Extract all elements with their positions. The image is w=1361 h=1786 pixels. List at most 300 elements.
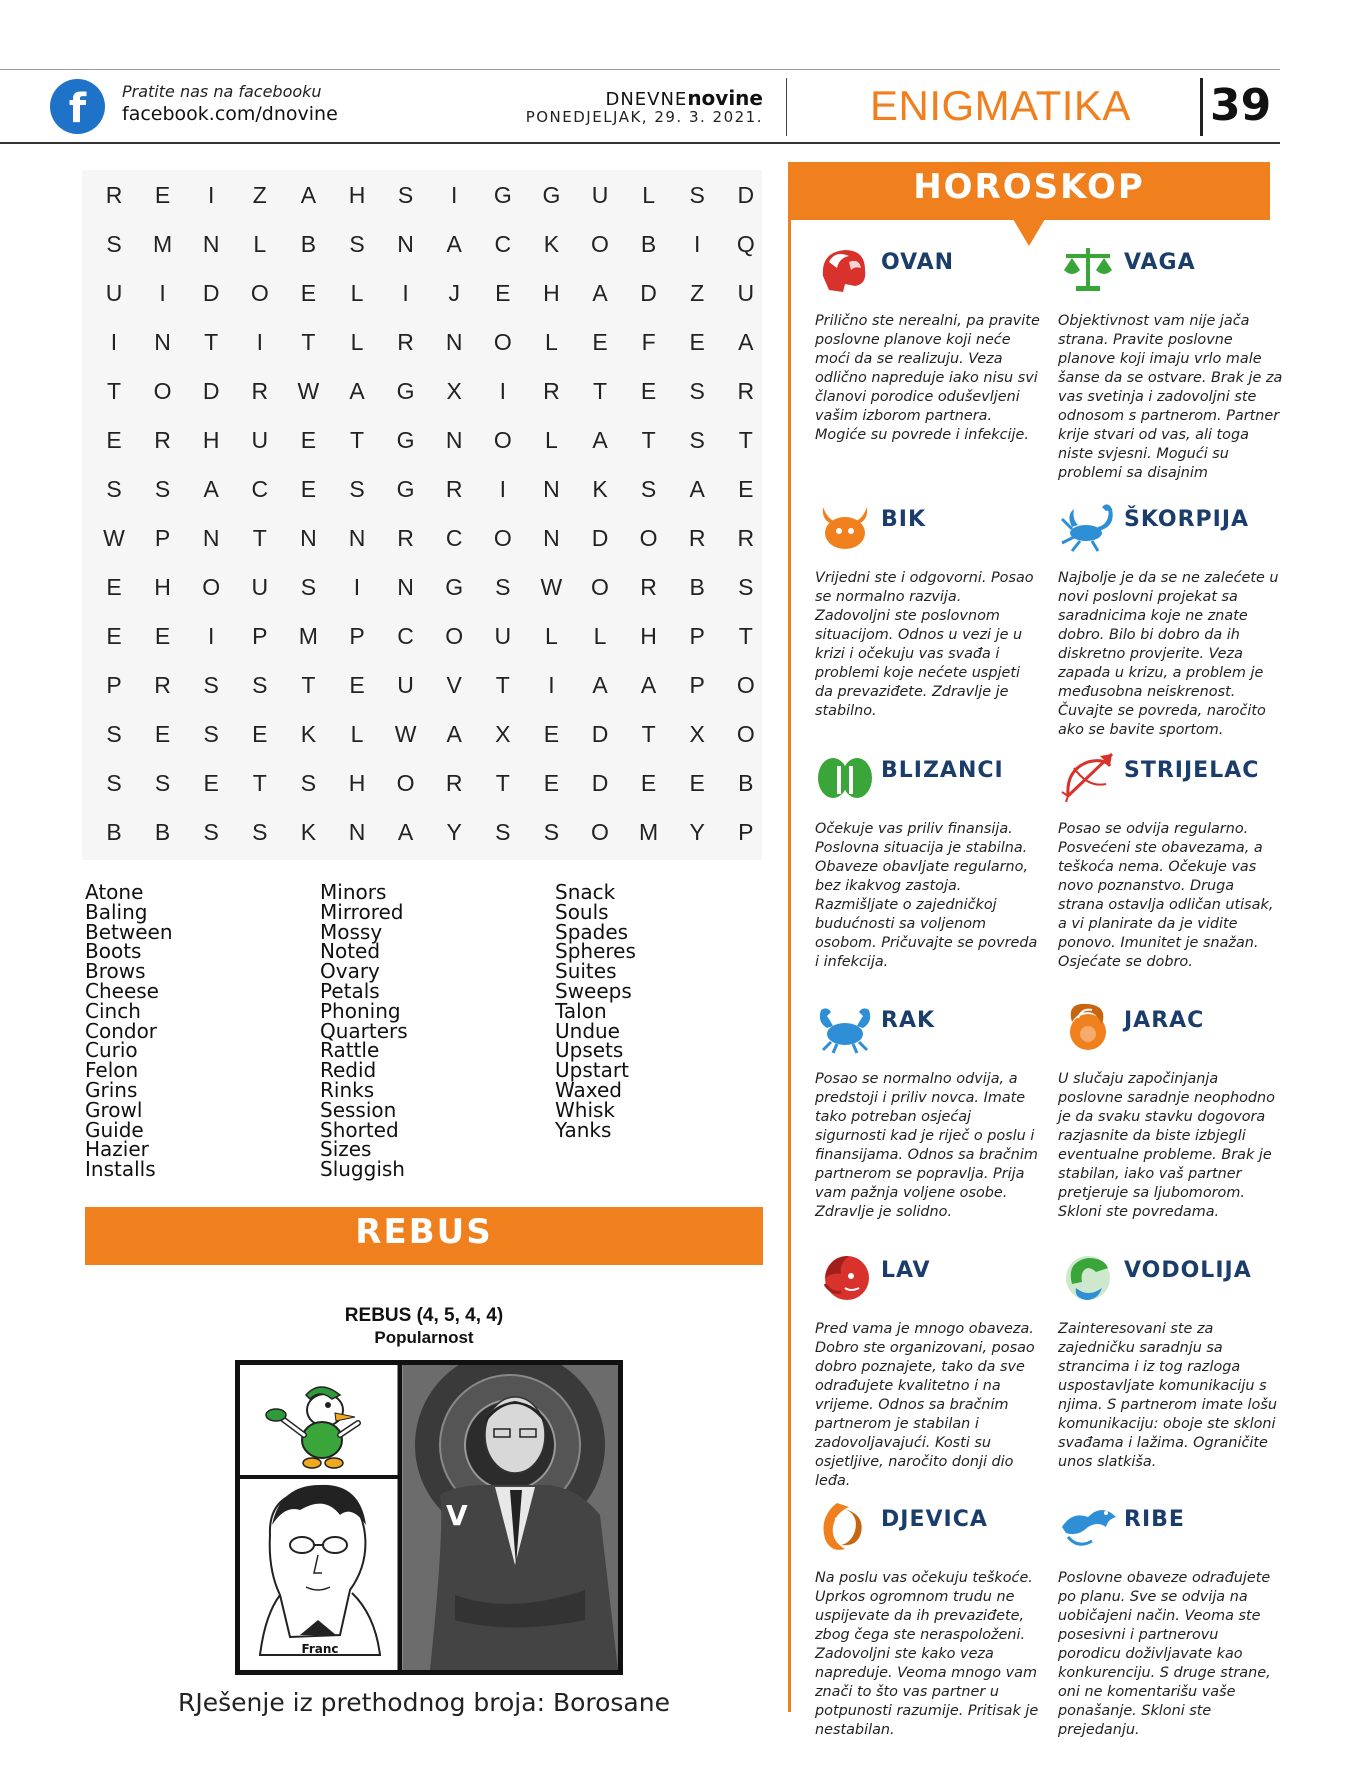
grid-letter[interactable]: R xyxy=(397,329,414,355)
word-list-item: Waxed xyxy=(555,1077,622,1102)
grid-letter[interactable]: T xyxy=(301,672,316,698)
sign-forecast: Najbolje je da se ne zalećete u novi poslovni projekat sa saradnicima koje ne znate dobro. Bilo bi dobro da ih diskretno provjerite. Veza zapada u krizu, a problem je međusobna neiskrenost. Čuvajte se povreda, naročito ako se bavite sportom. xyxy=(1058,570,1279,738)
grid-letter[interactable]: D xyxy=(202,378,220,404)
word-list-item: Souls xyxy=(555,899,609,924)
grid-letter[interactable]: V xyxy=(446,672,462,698)
grid-letter[interactable]: A xyxy=(640,672,657,698)
grid-letter[interactable]: Y xyxy=(689,819,705,845)
grid-letter[interactable]: D xyxy=(591,770,609,796)
grid-letter[interactable]: H xyxy=(154,574,171,600)
grid-letter[interactable]: T xyxy=(495,770,510,796)
grid-letter[interactable]: S xyxy=(154,476,171,502)
grid-letter[interactable]: R xyxy=(445,770,463,796)
grid-row xyxy=(82,660,762,708)
grid-letter[interactable]: I xyxy=(450,182,458,208)
word-list-item: Suites xyxy=(555,959,617,984)
grid-letter[interactable]: E xyxy=(106,574,122,600)
grid-letter[interactable]: T xyxy=(592,378,608,404)
word-list-column-1 xyxy=(85,880,173,1182)
grid-letter[interactable]: R xyxy=(445,476,463,502)
word-list-item: Grins xyxy=(85,1077,138,1102)
sign-name: LAV xyxy=(881,1258,931,1283)
sign-name: DJEVICA xyxy=(881,1507,988,1532)
grid-letter[interactable]: O xyxy=(445,623,464,649)
grid-letter[interactable]: N xyxy=(348,525,366,551)
grid-letter[interactable]: E xyxy=(106,427,122,453)
grid-letter[interactable]: S xyxy=(300,574,317,600)
grid-letter[interactable]: R xyxy=(543,378,560,404)
rebus-letter-v: V xyxy=(446,1499,468,1532)
grid-letter[interactable]: B xyxy=(738,770,754,796)
grid-row xyxy=(82,758,762,806)
grid-letter[interactable]: I xyxy=(159,280,166,306)
grid-letter[interactable]: Y xyxy=(446,819,462,845)
grid-letter[interactable]: E xyxy=(154,721,171,747)
grid-letter[interactable]: W xyxy=(394,721,417,747)
grid-letter[interactable]: C xyxy=(397,623,414,649)
grid-letter[interactable]: E xyxy=(154,623,171,649)
grid-letter[interactable]: O xyxy=(202,574,221,600)
grid-letter[interactable]: X xyxy=(446,378,462,404)
sign-forecast: Poslovne obaveze odrađujete po planu. Sve se odvija na uobičajeni način. Veoma ste posesivni i partnerovu porodicu doživljavate kao konkurenciju. S druge strane, oni ne komentarišu vaše ponašanje. Skloni ste prejedanju. xyxy=(1058,1570,1271,1738)
grid-letter[interactable]: T xyxy=(204,329,219,355)
word-list-item: Upstart xyxy=(555,1058,629,1083)
grid-letter[interactable]: O xyxy=(493,427,512,453)
rebus-illustration xyxy=(240,1365,618,1670)
word-list-item: Sizes xyxy=(320,1137,372,1162)
grid-letter[interactable]: N xyxy=(397,574,414,600)
grid-letter[interactable]: C xyxy=(251,476,269,502)
grid-letter[interactable]: E xyxy=(640,378,657,404)
grid-letter[interactable]: X xyxy=(495,721,511,747)
grid-letter[interactable]: N xyxy=(348,819,366,845)
grid-letter[interactable]: I xyxy=(402,280,409,306)
word-list-item: Brows xyxy=(85,959,146,984)
grid-letter[interactable]: R xyxy=(737,525,755,551)
grid-letter[interactable]: A xyxy=(446,721,462,747)
grid-letter[interactable]: B xyxy=(154,819,171,845)
previous-solution: RJešenje iz prethodnog broja: Borosane xyxy=(178,1688,670,1717)
grid-letter[interactable]: N xyxy=(445,427,463,453)
grid-letter[interactable]: H xyxy=(348,182,366,208)
grid-letter[interactable]: P xyxy=(252,623,268,649)
grid-letter[interactable]: E xyxy=(252,721,268,747)
grid-letter[interactable]: B xyxy=(689,574,705,600)
grid-letter[interactable]: L xyxy=(642,182,655,208)
grid-letter[interactable]: B xyxy=(106,819,122,845)
grid-letter[interactable]: A xyxy=(397,819,414,845)
grid-letter[interactable]: U xyxy=(105,280,123,306)
horoscope-title: HOROSKOP xyxy=(913,167,1145,207)
rebus-subtitle: Popularnost xyxy=(374,1328,474,1347)
word-list-item: Cinch xyxy=(85,998,141,1023)
wordsearch-grid xyxy=(82,170,762,860)
grid-letter[interactable]: S xyxy=(689,378,705,404)
grid-letter[interactable]: S xyxy=(106,721,122,747)
sign-name: RIBE xyxy=(1124,1507,1185,1532)
grid-letter[interactable]: C xyxy=(494,231,512,257)
grid-letter[interactable]: M xyxy=(153,231,173,257)
grid-letter[interactable]: T xyxy=(301,329,316,355)
grid-letter[interactable]: R xyxy=(688,525,706,551)
grid-letter[interactable]: P xyxy=(689,623,705,649)
grid-letter[interactable]: O xyxy=(591,819,609,845)
grid-letter[interactable]: D xyxy=(202,280,220,306)
grid-letter[interactable]: U xyxy=(251,574,269,600)
grid-letter[interactable]: D xyxy=(640,280,657,306)
grid-letter[interactable]: E xyxy=(689,770,705,796)
grid-letter[interactable]: B xyxy=(300,231,317,257)
grid-letter[interactable]: R xyxy=(105,182,123,208)
grid-letter[interactable]: U xyxy=(251,427,269,453)
rebus-title: REBUS xyxy=(355,1212,493,1252)
sign-forecast: Posao se odvija regularno. Posvećeni ste obavezama, a teškoća nema. Očekuje vas novo poznanstvo. Druga strana ostavlja odličan utisak, a vi planirate da je vidite ponovo. Imunitet je snažan. Osjećate se dobro. xyxy=(1058,821,1274,970)
grid-letter[interactable]: H xyxy=(543,280,560,306)
grid-letter[interactable]: S xyxy=(203,672,219,698)
word-list-item: Talon xyxy=(555,998,607,1023)
sign-name: BIK xyxy=(881,507,927,532)
facebook-icon[interactable]: f xyxy=(50,79,105,134)
grid-letter[interactable]: L xyxy=(253,231,267,257)
grid-letter[interactable]: T xyxy=(641,721,656,747)
grid-letter[interactable]: U xyxy=(494,623,512,649)
word-list-item: Snack xyxy=(555,880,616,904)
grid-letter[interactable]: P xyxy=(738,819,754,845)
word-list-item: Rattle xyxy=(320,1038,380,1063)
libra-icon xyxy=(1058,240,1118,296)
grid-letter[interactable]: I xyxy=(548,672,555,698)
grid-letter[interactable]: A xyxy=(689,476,705,502)
rebus-hint: REBUS (4, 5, 4, 4) xyxy=(344,1305,504,1326)
grid-letter[interactable]: P xyxy=(154,525,171,551)
grid-letter[interactable]: S xyxy=(106,231,122,257)
grid-row xyxy=(82,513,762,561)
horoscope-left-rule xyxy=(788,162,791,1712)
grid-letter[interactable]: E xyxy=(300,280,317,306)
sign-name: VODOLIJA xyxy=(1124,1258,1252,1283)
word-list-item: Growl xyxy=(85,1097,143,1122)
page-number: 39 xyxy=(1210,80,1272,131)
grid-letter[interactable]: T xyxy=(641,427,656,453)
grid-letter[interactable]: N xyxy=(202,525,220,551)
grid-letter[interactable]: O xyxy=(250,280,269,306)
grid-letter[interactable]: T xyxy=(252,770,267,796)
grid-letter[interactable]: R xyxy=(397,525,414,551)
grid-letter[interactable]: F xyxy=(641,329,656,355)
grid-letter[interactable]: G xyxy=(493,182,512,208)
rebus-picture-caption: Franc xyxy=(301,1642,339,1656)
sign-name: JARAC xyxy=(1124,1008,1205,1033)
grid-letter[interactable]: E xyxy=(738,476,754,502)
grid-letter[interactable]: P xyxy=(349,623,365,649)
header-bottom-rule xyxy=(0,142,1280,144)
grid-letter[interactable]: A xyxy=(592,427,608,453)
grid-letter[interactable]: E xyxy=(106,623,122,649)
grid-letter[interactable]: O xyxy=(493,525,512,551)
grid-row xyxy=(82,709,762,757)
sign-name: STRIJELAC xyxy=(1124,758,1260,783)
sign-name: VAGA xyxy=(1124,250,1196,275)
grid-letter[interactable]: T xyxy=(106,378,122,404)
grid-letter[interactable]: S xyxy=(203,721,219,747)
word-list-item: Guide xyxy=(85,1117,144,1142)
grid-row xyxy=(82,562,762,610)
grid-letter[interactable]: X xyxy=(689,721,705,747)
taurus-icon xyxy=(815,497,875,553)
grid-letter[interactable]: E xyxy=(689,329,705,355)
grid-row xyxy=(82,464,762,512)
grid-letter[interactable]: A xyxy=(300,182,317,208)
grid-letter[interactable]: D xyxy=(591,721,609,747)
grid-letter[interactable]: L xyxy=(544,329,558,355)
grid-letter[interactable]: L xyxy=(544,623,558,649)
grid-letter[interactable]: T xyxy=(495,672,510,698)
grid-letter[interactable]: G xyxy=(542,182,561,208)
sign-name: OVAN xyxy=(881,250,955,275)
grid-letter[interactable]: G xyxy=(396,427,415,453)
word-list-item: Condor xyxy=(85,1018,158,1043)
newspaper-name-light: DNEVNE xyxy=(605,89,688,110)
grid-letter[interactable]: S xyxy=(106,770,122,796)
word-list-item: Redid xyxy=(320,1058,377,1083)
grid-letter[interactable]: A xyxy=(446,231,462,257)
grid-letter[interactable]: Q xyxy=(736,231,755,257)
grid-letter[interactable]: S xyxy=(203,819,219,845)
grid-letter[interactable]: K xyxy=(300,721,317,747)
word-list-item: Rinks xyxy=(320,1077,375,1102)
grid-letter[interactable]: N xyxy=(202,231,220,257)
word-list-item: Installs xyxy=(85,1157,156,1182)
grid-letter[interactable]: N xyxy=(300,525,317,551)
grid-letter[interactable]: N xyxy=(543,476,560,502)
word-list-item: Spheres xyxy=(555,939,636,964)
grid-letter[interactable]: T xyxy=(252,525,267,551)
word-list-item: Minors xyxy=(320,880,387,904)
sign-forecast: Pred vama je mnogo obaveza. Dobro ste organizovani, posao dobro poznajete, tako da sve odrađujete kvalitetno i na vrijeme. Odnos sa bračnim partnerom je stabilan i zadovoljavajući. Kosti su osjetljive, naročito donji dio leđa. xyxy=(815,1321,1035,1489)
grid-letter[interactable]: E xyxy=(495,280,511,306)
grid-letter[interactable]: I xyxy=(693,231,701,257)
grid-letter[interactable]: T xyxy=(738,427,753,453)
grid-letter[interactable]: I xyxy=(499,378,506,404)
grid-letter[interactable]: R xyxy=(154,672,171,698)
sign-name: BLIZANCI xyxy=(881,758,1004,783)
grid-letter[interactable]: R xyxy=(640,574,657,600)
tv-host-photo xyxy=(403,1365,618,1670)
grid-letter[interactable]: K xyxy=(300,819,317,845)
word-list-item: Cheese xyxy=(85,978,159,1003)
grid-letter[interactable]: T xyxy=(738,623,753,649)
grid-letter[interactable]: A xyxy=(592,672,608,698)
sign-forecast: Na poslu vas očekuju teškoće. Uprkos ogromnom trudu ne uspijevate da ih prevaziđete, zbog čega ste neraspoloženi. Zadovoljni ste kako veza napreduje. Veoma mnogo vam znači to što vas partner u potpunosti razumije. Pritisak je nestabilan. xyxy=(815,1570,1039,1738)
grid-letter[interactable]: S xyxy=(397,182,414,208)
grid-letter[interactable]: N xyxy=(154,329,171,355)
grid-letter[interactable]: H xyxy=(348,770,366,796)
grid-letter[interactable]: W xyxy=(540,574,563,600)
sign-forecast: Posao se normalno odvija, a predstoji i priliv novca. Imate tako potreban osjećaj sigurnosti kad je riječ o poslu i finansijama. Odnos sa bračnim partnerom se popravlja. Prija vam pažnja voljene osobe. Zdravlje je solidno. xyxy=(815,1071,1038,1220)
word-list-item: Petals xyxy=(320,978,380,1003)
grid-letter[interactable]: C xyxy=(445,525,463,551)
grid-letter[interactable]: E xyxy=(592,329,608,355)
gemini-icon xyxy=(815,748,875,804)
grid-letter[interactable]: W xyxy=(103,525,125,551)
grid-letter[interactable]: A xyxy=(592,280,608,306)
grid-letter[interactable]: O xyxy=(396,770,415,796)
word-list-item: Atone xyxy=(85,880,144,904)
grid-letter[interactable]: O xyxy=(639,525,658,551)
grid-letter[interactable]: I xyxy=(207,182,215,208)
rebus-picture xyxy=(235,1360,623,1675)
word-list-item: Shorted xyxy=(320,1117,399,1142)
grid-letter[interactable]: S xyxy=(252,819,268,845)
grid-letter[interactable]: L xyxy=(350,280,364,306)
grid-letter[interactable]: R xyxy=(154,427,171,453)
grid-letter[interactable]: U xyxy=(737,280,755,306)
grid-letter[interactable]: P xyxy=(689,672,705,698)
grid-row xyxy=(82,219,762,267)
grid-letter[interactable]: M xyxy=(298,623,318,649)
grid-letter[interactable]: E xyxy=(300,476,317,502)
portrait-sketch xyxy=(260,1485,380,1656)
grid-letter[interactable]: D xyxy=(591,525,609,551)
grid-letter[interactable]: O xyxy=(736,721,755,747)
grid-letter[interactable]: P xyxy=(106,672,122,698)
grid-letter[interactable]: S xyxy=(495,574,511,600)
grid-letter[interactable]: O xyxy=(153,378,172,404)
grid-letter[interactable]: E xyxy=(640,770,657,796)
sign-forecast: Vrijedni ste i odgovorni. Posao se normalno razvija. Zadovoljni ste poslovnom situacijom. Odnos u vezi je u krizi i očekuju vas svađa i problemi koje nećete uspjeti da prevaziđete. Zdravlje je stabilno. xyxy=(815,570,1034,719)
grid-letter[interactable]: S xyxy=(349,476,365,502)
word-list-item: Ovary xyxy=(320,959,380,984)
grid-letter[interactable]: D xyxy=(737,182,755,208)
grid-letter[interactable]: H xyxy=(640,623,657,649)
grid-letter[interactable]: S xyxy=(154,770,171,796)
grid-letter[interactable]: W xyxy=(297,378,320,404)
grid-letter[interactable]: I xyxy=(207,623,215,649)
grid-letter[interactable]: S xyxy=(349,231,365,257)
grid-letter[interactable]: B xyxy=(640,231,657,257)
grid-letter[interactable]: N xyxy=(445,329,463,355)
grid-letter[interactable]: I xyxy=(256,329,263,355)
virgo-icon xyxy=(815,1497,875,1553)
grid-letter[interactable]: S xyxy=(106,476,122,502)
grid-letter[interactable]: L xyxy=(593,623,607,649)
sign-name: ŠKORPIJA xyxy=(1124,507,1250,532)
grid-letter[interactable]: A xyxy=(738,329,754,355)
grid-letter[interactable]: R xyxy=(737,378,755,404)
grid-letter[interactable]: U xyxy=(591,182,609,208)
sagittarius-icon xyxy=(1058,748,1118,804)
grid-letter[interactable]: G xyxy=(445,574,464,600)
grid-letter[interactable]: U xyxy=(397,672,414,698)
grid-letter[interactable]: J xyxy=(448,280,460,306)
word-list-item: Sweeps xyxy=(555,978,632,1003)
grid-letter[interactable]: K xyxy=(592,476,608,502)
grid-letter[interactable]: L xyxy=(544,427,558,453)
grid-letter[interactable]: T xyxy=(349,427,365,453)
grid-letter[interactable]: S xyxy=(495,819,511,845)
grid-letter[interactable]: E xyxy=(300,427,317,453)
grid-letter[interactable]: L xyxy=(350,329,364,355)
facebook-follow-text: Pratite nas na facebooku xyxy=(122,82,322,101)
grid-letter[interactable]: O xyxy=(493,329,512,355)
grid-letter[interactable]: S xyxy=(689,182,705,208)
grid-letter[interactable]: Z xyxy=(252,182,267,208)
header-divider xyxy=(786,78,787,136)
grid-letter[interactable]: S xyxy=(300,770,317,796)
grid-letter[interactable]: S xyxy=(252,672,268,698)
section-title: ENIGMATIKA xyxy=(870,82,1131,129)
grid-row xyxy=(82,170,762,218)
aquarius-icon xyxy=(1058,1248,1118,1304)
word-list-item: Boots xyxy=(85,939,142,964)
issue-date: PONEDJELJAK, 29. 3. 2021. xyxy=(525,108,763,126)
grid-letter[interactable]: H xyxy=(202,427,220,453)
word-list-item: Felon xyxy=(85,1058,139,1083)
grid-letter[interactable]: L xyxy=(350,721,364,747)
sign-forecast: U slučaju započinjanja poslovne saradnje neophodno je da svaku stavku dogovora razjasnite da biste izbjegli eventualne probleme. Brak je stabilan, iako vaš partner pretjeruje sa ljubomorom. Skloni ste povredama. xyxy=(1058,1071,1275,1220)
word-list-item: Baling xyxy=(85,899,148,924)
grid-letter[interactable]: O xyxy=(591,574,609,600)
grid-letter[interactable]: G xyxy=(396,378,415,404)
grid-letter[interactable]: E xyxy=(349,672,365,698)
newspaper-name xyxy=(605,86,763,110)
grid-letter[interactable]: N xyxy=(543,525,560,551)
grid-letter[interactable]: A xyxy=(349,378,365,404)
grid-letter[interactable]: I xyxy=(353,574,361,600)
leo-icon xyxy=(815,1248,875,1304)
word-list-column-2 xyxy=(320,880,408,1182)
word-list-item: Curio xyxy=(85,1038,138,1063)
grid-letter[interactable]: I xyxy=(499,476,506,502)
page-number-divider xyxy=(1200,78,1203,136)
grid-letter[interactable]: S xyxy=(543,819,560,845)
word-list-item: Noted xyxy=(320,939,381,964)
pisces-icon xyxy=(1058,1497,1118,1553)
word-list-item: Quarters xyxy=(320,1018,408,1043)
grid-letter[interactable]: K xyxy=(543,231,560,257)
grid-letter[interactable]: O xyxy=(591,231,609,257)
grid-row xyxy=(82,268,762,316)
facebook-link[interactable]: facebook.com/dnovine xyxy=(122,103,338,125)
grid-letter[interactable]: E xyxy=(154,182,171,208)
grid-letter[interactable]: S xyxy=(640,476,657,502)
sign-forecast: Objektivnost vam nije jača strana. Pravite poslovne planove koji imaju vrlo male šanse da se ostvare. Brak je za vas svetinja i zadovoljni ste odnosom s partnerom. Partner krije stvari od vas, ali toga niste svjesni. Mogući su problemi sa disajnim xyxy=(1058,313,1283,481)
word-list-item: Session xyxy=(320,1097,397,1122)
cancer-icon xyxy=(815,998,875,1054)
grid-row xyxy=(82,366,762,414)
grid-letter[interactable]: I xyxy=(110,329,118,355)
word-list-item: Spades xyxy=(555,919,629,944)
grid-row xyxy=(82,807,762,855)
grid-letter[interactable]: Z xyxy=(690,280,705,306)
grid-letter[interactable]: R xyxy=(251,378,269,404)
grid-letter[interactable]: N xyxy=(397,231,414,257)
grid-letter[interactable]: G xyxy=(396,476,415,502)
grid-row xyxy=(82,611,762,659)
sign-forecast: Zainteresovani ste za zajedničku saradnju sa strancima i iz tog razloga uspostavljate komunikaciju s njima. S partnerom imate lošu komunikaciju: oboje ste skloni svađama i lažima. Ograničite unos slatkiša. xyxy=(1058,1321,1277,1470)
grid-letter[interactable]: E xyxy=(543,721,560,747)
grid-row xyxy=(82,415,762,463)
grid-letter[interactable]: E xyxy=(543,770,560,796)
grid-letter[interactable]: O xyxy=(736,672,755,698)
grid-letter[interactable]: E xyxy=(203,770,219,796)
grid-letter[interactable]: M xyxy=(639,819,659,845)
header-top-rule xyxy=(0,69,1280,70)
grid-letter[interactable]: S xyxy=(738,574,754,600)
grid-letter[interactable]: A xyxy=(203,476,219,502)
word-list-item: Mirrored xyxy=(320,899,404,924)
grid-letter[interactable]: S xyxy=(689,427,705,453)
